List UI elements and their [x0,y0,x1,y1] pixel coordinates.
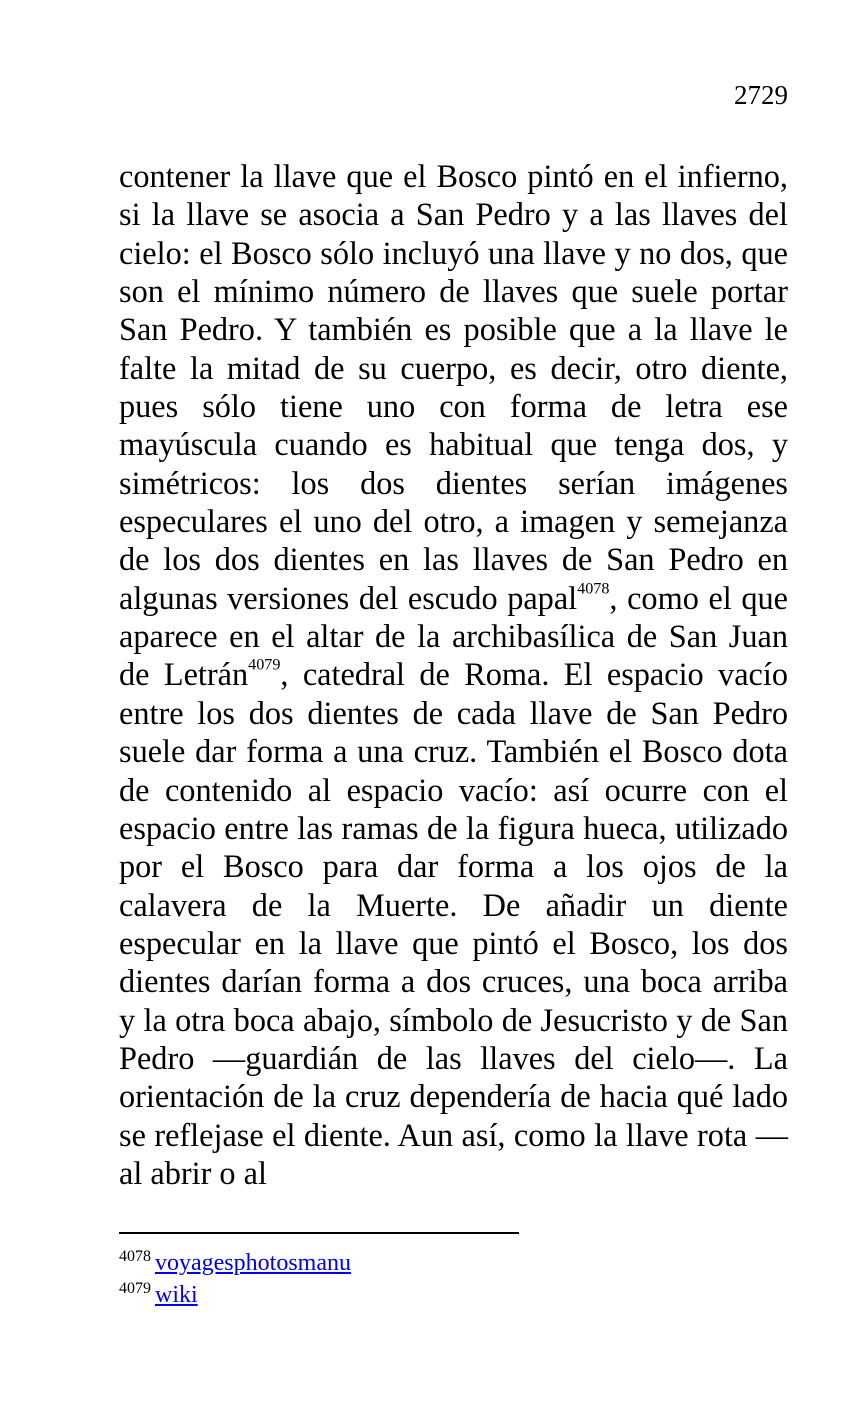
body-text-segment: , como el que aparece en el altar de la archibasílica de San Juan de Letrán [119,579,788,693]
footnotes [119,1247,788,1311]
footnote-number: 4078 [119,1248,151,1266]
footnote-divider [119,1232,519,1234]
body-paragraph [119,157,788,1192]
page-number: 2729 [734,80,788,110]
footnote-reference[interactable]: 4078 [577,580,610,598]
footnote-reference[interactable]: 4079 [248,657,281,675]
body-text-segment: , catedral de Roma. El espacio vacío entre los dos dientes de cada llave de San Pedro suele dar forma a una cruz. También el Bosco dota de contenido al espacio vacío: así ocurre con el espacio entre las ramas de la figura hueca, utilizado por el Bosco para dar forma a los ojos de la calavera de la Muerte. De añadir un diente especular en la llave que pintó el Bosco, los dos dientes darían forma a dos cruces, una boca arriba y la otra boca abajo, símbolo de Jesucristo y de San Pedro —guardián de las llaves del cielo—. La orientación de la cruz dependería de hacia qué lado se reflejase el diente. Aun así, como la llave rota —al abrir o al [119,656,788,1191]
footnote-link[interactable]: wiki [155,1282,198,1308]
footnote-number: 4079 [119,1280,151,1298]
body-text-segment: contener la llave que el Bosco pintó en el infierno, si la llave se asocia a San Pedro y a las llaves del cielo: el Bosco sólo incluyó una llave y no dos, que son el mínimo número de llaves que suele portar San Pedro. Y también es posible que a la llave le falte la mitad de su cuerpo, es decir, otro diente, pues sólo tiene uno con forma de letra ese mayúscula cuando es habitual que tenga dos, y simétricos: los dos dientes serían imágenes especulares el uno del otro, a imagen y semejanza de los dos dientes en las llaves de San Pedro en algunas versiones del escudo papal [119,158,788,616]
footnote [119,1247,788,1279]
footnote [119,1279,788,1311]
footnote-link[interactable]: voyagesphotosmanu [155,1250,351,1276]
